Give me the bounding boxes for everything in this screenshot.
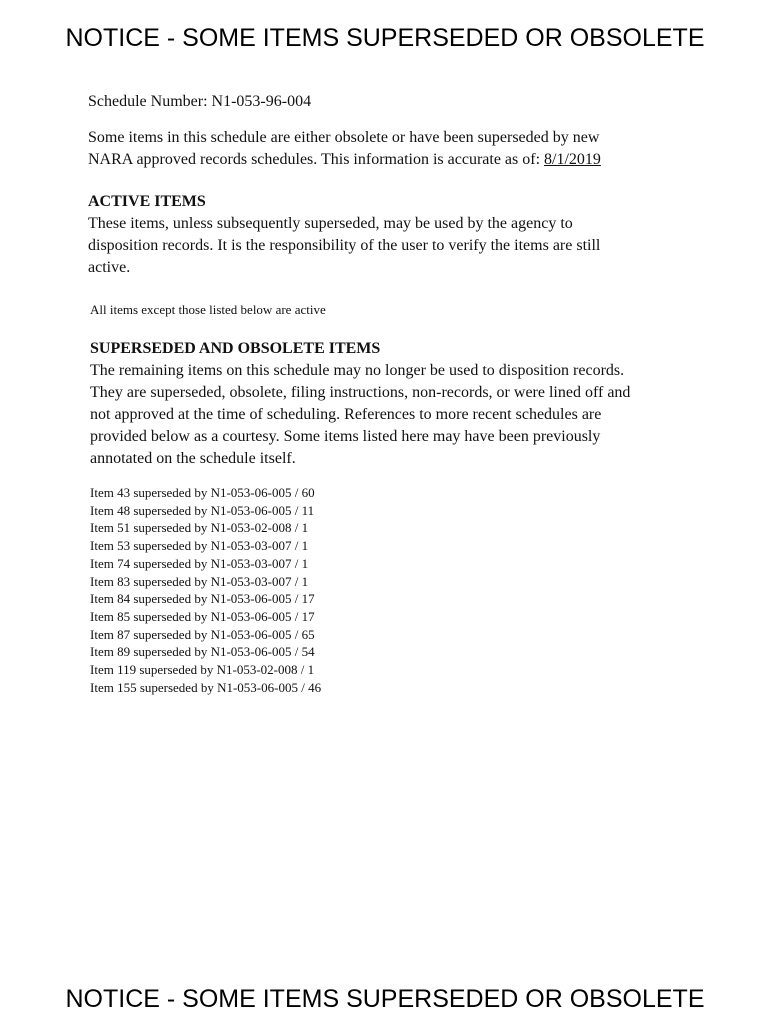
active-items-text-line: active. xyxy=(88,259,131,276)
accuracy-date: 8/1/2019 xyxy=(544,151,601,168)
list-item: Item 87 superseded by N1-053-06-005 / 65 xyxy=(90,626,315,642)
active-items-section xyxy=(88,191,708,279)
list-item: Item 53 superseded by N1-053-03-007 / 1 xyxy=(90,538,309,554)
intro-line xyxy=(88,149,708,171)
list-item: Item 51 superseded by N1-053-02-008 / 1 xyxy=(90,520,309,536)
notice-banner-bottom: NOTICE - SOME ITEMS SUPERSEDED OR OBSOLETE xyxy=(65,985,705,1013)
superseded-items-text-line: not approved at the time of scheduling. References to more recent schedules are xyxy=(90,406,602,423)
list-item: Item 85 superseded by N1-053-06-005 / 17 xyxy=(90,608,315,624)
superseded-items-text-line: They are superseded, obsolete, filing instructions, non-records, or were lined off and xyxy=(90,384,631,401)
intro-line: Some items in this schedule are either obsolete or have been superseded by new xyxy=(88,129,600,146)
superseded-items-heading: SUPERSEDED AND OBSOLETE ITEMS xyxy=(90,340,381,357)
superseded-items-text-line: The remaining items on this schedule may no longer be used to disposition records. xyxy=(90,362,625,379)
notice-banner-top: NOTICE - SOME ITEMS SUPERSEDED OR OBSOLETE xyxy=(65,24,705,52)
superseded-items-list xyxy=(90,484,321,696)
all-items-active-note: All items except those listed below are active xyxy=(90,302,326,317)
list-item: Item 74 superseded by N1-053-03-007 / 1 xyxy=(90,555,309,571)
intro-paragraph xyxy=(88,127,708,171)
active-items-heading: ACTIVE ITEMS xyxy=(88,193,206,210)
active-items-text-line: disposition records. It is the responsibility of the user to verify the items are still xyxy=(88,237,601,254)
list-item: Item 48 superseded by N1-053-06-005 / 11 xyxy=(90,502,315,518)
list-item: Item 43 superseded by N1-053-06-005 / 60 xyxy=(90,485,315,500)
active-items-text-line: These items, unless subsequently superseded, may be used by the agency to xyxy=(88,215,573,232)
list-item: Item 119 superseded by N1-053-02-008 / 1 xyxy=(90,662,315,678)
superseded-items-text-line: provided below as a courtesy. Some items listed here may have been previously xyxy=(90,428,601,445)
list-item: Item 84 superseded by N1-053-06-005 / 17 xyxy=(90,591,315,607)
list-item: Item 83 superseded by N1-053-03-007 / 1 xyxy=(90,573,309,589)
list-item: Item 155 superseded by N1-053-06-005 / 46 xyxy=(90,679,322,695)
list-item: Item 89 superseded by N1-053-06-005 / 54 xyxy=(90,644,315,660)
intro-line-text: NARA approved records schedules. This information is accurate as of: xyxy=(88,151,545,168)
superseded-items-text-line: annotated on the schedule itself. xyxy=(90,450,296,467)
superseded-items-section xyxy=(90,338,730,470)
schedule-number: Schedule Number: N1-053-96-004 xyxy=(88,93,312,110)
